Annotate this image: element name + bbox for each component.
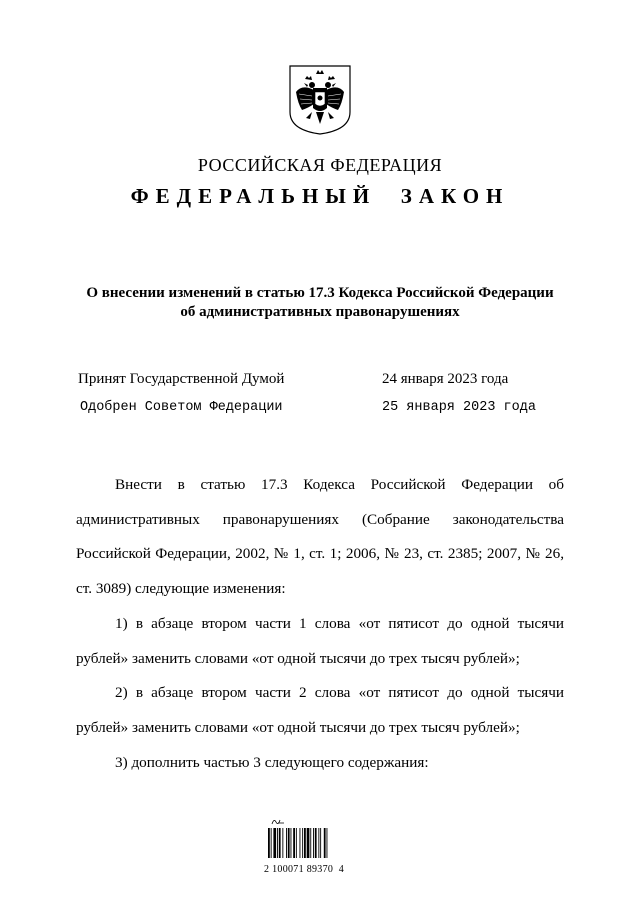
barcode-bar xyxy=(279,828,281,858)
law-title-line-1: О внесении изменений в статью 17.3 Кодекса Российской Федерации xyxy=(86,285,554,301)
barcode-bar xyxy=(307,828,310,858)
barcode-bar xyxy=(310,828,311,858)
barcode-number: 2 100071 89370 4 xyxy=(264,864,345,875)
law-title xyxy=(60,284,580,322)
adopted-by-duma-date: 24 января 2023 года xyxy=(382,371,509,387)
document-type: ФЕДЕРАЛЬНЫЙ ЗАКОН xyxy=(130,184,510,208)
barcode-bar xyxy=(271,828,272,858)
barcode-bar xyxy=(318,828,319,858)
barcode-bar xyxy=(296,828,297,858)
state-name: РОССИЙСКАЯ ФЕДЕРАЦИЯ xyxy=(197,155,443,175)
barcode-bar xyxy=(313,828,314,858)
barcode-bar xyxy=(324,828,326,858)
barcode-bar xyxy=(300,828,301,858)
barcode-bar xyxy=(286,828,287,858)
barcode-icon xyxy=(264,816,348,860)
approved-by-council-date: 25 января 2023 года xyxy=(382,400,536,415)
barcode-bar xyxy=(327,828,328,858)
body-paragraph-item-2: 2) в абзаце втором части 2 слова «от пятисот до одной тысячи рублей» заменить словами «от одной тысячи до трех тысяч рублей»; xyxy=(76,684,564,736)
barcode-bar xyxy=(304,828,306,858)
barcode-bar xyxy=(320,828,321,858)
barcode-bar xyxy=(315,828,317,858)
law-title-line-2: об административных правонарушениях xyxy=(180,304,460,320)
barcode-bar xyxy=(291,828,292,858)
barcode-bar xyxy=(273,828,276,858)
barcode-bar xyxy=(302,828,303,858)
barcode-bar xyxy=(282,828,283,858)
body-paragraph-item-1: 1) в абзаце втором части 1 слова «от пятисот до одной тысячи рублей» заменить словами «от одной тысячи до трех тысяч рублей»; xyxy=(76,614,564,667)
document-barcode xyxy=(264,816,354,880)
barcode-bar xyxy=(293,828,295,858)
body-paragraph-item-3: 3) дополнить частью 3 следующего содержания: xyxy=(115,753,429,771)
adopted-by-duma-label: Принят Государственной Думой xyxy=(78,371,285,387)
barcode-bar xyxy=(277,828,278,858)
approved-by-council-label: Одобрен Советом Федерации xyxy=(80,400,283,415)
barcode-bar xyxy=(288,828,290,858)
law-body xyxy=(76,468,564,780)
coat-of-arms-icon xyxy=(288,64,352,136)
barcode-bar xyxy=(268,828,270,858)
body-paragraph-intro: Внести в статью 17.3 Кодекса Российской Федерации об административных правонарушениях (Собрание законодательства Российской Федерации, 2002, № 1, ст. 1; 2006, № 23, ст. 2385; 2007, № 26, ст. 3089) следующие изменения: xyxy=(76,476,564,598)
